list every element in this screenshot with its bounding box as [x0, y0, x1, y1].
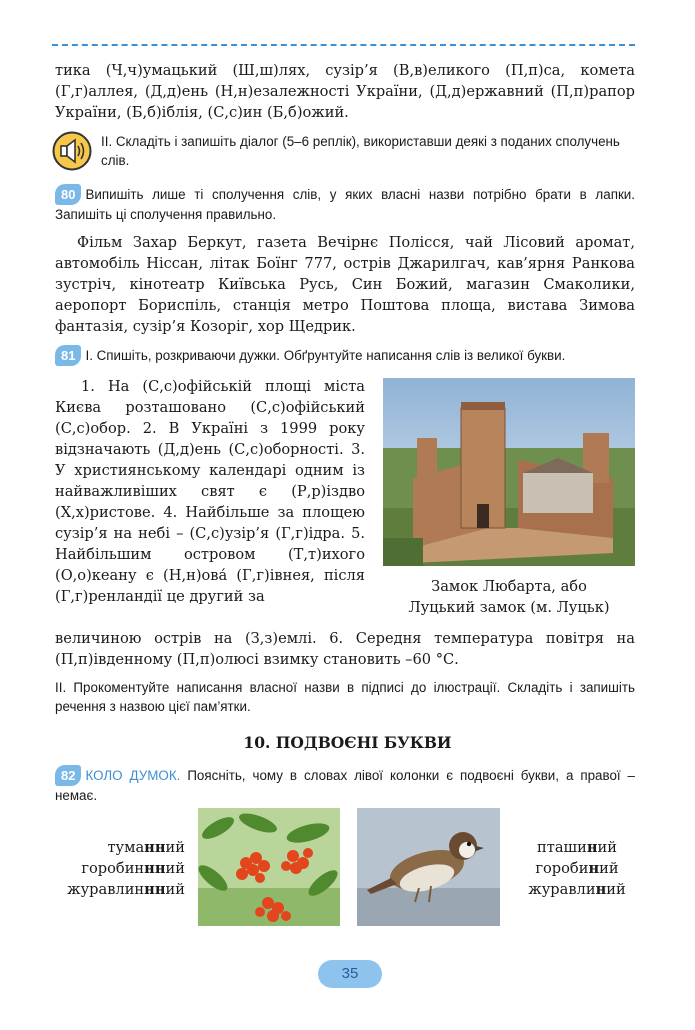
- task-80-instruction: [55, 184, 635, 224]
- caption-line-1: Замок Любарта, або: [431, 578, 587, 595]
- task-79-part2: II. Складіть і запишіть діалог (5–6 реплік), використавши деякі з поданих сполучень слів.: [101, 134, 620, 168]
- section-heading: 10. ПОДВОЄНІ БУКВИ: [243, 733, 452, 752]
- kolo-dumok-label: КОЛО ДУМОК.: [85, 768, 181, 783]
- task-81-text-full: величиною острів на (З,з)емлі. 6. Середня температура повітря на (П,п)івденному (П,п)олюсі взимку становить –60 °С.: [55, 630, 635, 668]
- instruction-text: Поясніть, чому в словах лівої колонки є подвоєні букви, а правої – немає.: [55, 768, 636, 803]
- left-word-2: горобиннний: [81, 860, 185, 877]
- castle-caption: [383, 576, 635, 618]
- task-81-instruction: [55, 345, 640, 366]
- task-80-text: Фільм Захар Беркут, газета Вечірнє Полісся, чай Лісовий аромат, автомобіль Ніссан, літак Боїнг 777, острів Джарилгач, кав’ярня Ранкова зустріч, кінотеатр Київська Русь, Син Божий, магазин Смаколики, аеропорт Бориспіль, станція метро Поштова площа, вистава Зимова фантазія, сузір’я Козоріг, хор Щедрик.: [55, 234, 635, 335]
- instruction-text: Випишіть лише ті сполучення слів, у яких власні назви потрібно брати в лапки. Запишіть ці сполучення правильно.: [55, 187, 635, 222]
- task-81-part2: II. Прокоментуйте написання власної назви в підписі до ілюстрації. Складіть і запишіть речення з назвою цієї пам’ятки.: [55, 680, 635, 714]
- left-word-1: туманний: [107, 839, 185, 856]
- task-number-badge: 82: [55, 765, 81, 786]
- right-word-column: [512, 837, 642, 900]
- continued-exercise-text: тика (Ч,ч)умацький (Ш,ш)лях, сузір’я (В,в)еликого (П,п)са, комета (Г,г)аллея, (Д,д)ень (Н,н)езалежності України, (Д,д)ержавний (П,п)рапор України, (Б,б)іблія, (С,с)ин (Б,б)ожий.: [55, 62, 635, 121]
- task-number-badge: 80: [55, 184, 81, 205]
- sparrow-photo: [357, 808, 500, 926]
- right-word-1: пташиний: [537, 839, 617, 856]
- page-number: 35: [318, 960, 382, 988]
- rowan-berries-photo: [198, 808, 340, 926]
- task-number-badge: 81: [55, 345, 81, 366]
- left-word-column: [55, 837, 185, 900]
- left-word-3: журавлиннний: [67, 881, 185, 898]
- top-dashed-rule: [52, 44, 635, 46]
- speaker-icon: [52, 131, 92, 171]
- right-word-2: горобиний: [535, 860, 619, 877]
- caption-line-2: Луцький замок (м. Луцьк): [408, 599, 610, 616]
- right-word-3: журавлиний: [528, 881, 626, 898]
- lutsk-castle-photo: [383, 378, 635, 566]
- task-82-instruction: [55, 765, 635, 805]
- instruction-text: I. Спишіть, розкриваючи дужки. Обґрунтуйте написання слів із великої букви.: [85, 348, 566, 363]
- task-81-text-wrapped: 1. На (С,с)офійській площі міста Києва розташовано (С,с)офійський (С,с)обор. 2. В Україні з 1999 року відзначають (Д,д)ень (С,с)оборності. 3. У християнському календарі одним із найважливіших свят є (Р,р)іздво (Х,х)ристове. 4. Найбільше за площею сузір’я на небі – (С,с)узір’я (Г,г)ідра. 5. Найбільшим островом (Т,т)ихого (О,о)кеану є (Н,н)ова́ (Г,г)івнея, після (Г,г)ренландії це другий за: [55, 378, 365, 605]
